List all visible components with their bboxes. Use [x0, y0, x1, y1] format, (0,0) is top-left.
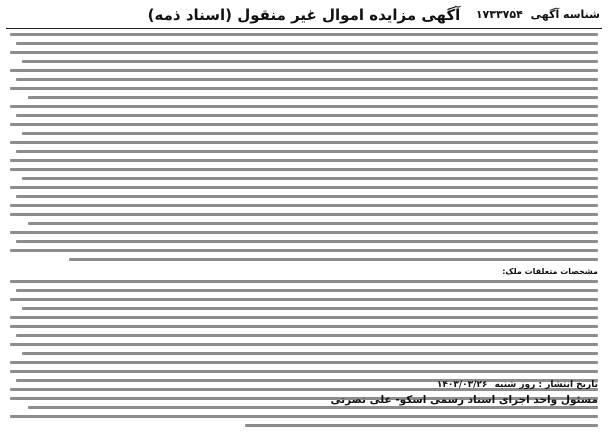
text-line — [22, 60, 598, 63]
notice-title: آگهی مزایده اموال غیر منقول (اسناد ذمه) — [147, 6, 461, 24]
text-line — [16, 289, 598, 292]
text-line — [16, 78, 598, 81]
text-line — [28, 96, 598, 99]
text-line — [10, 298, 598, 301]
text-line — [10, 231, 598, 234]
text-line — [16, 42, 598, 45]
publication-date-value: ۱۴۰۳/۰۳/۲۶ — [436, 380, 488, 390]
text-line — [10, 213, 598, 216]
text-line — [22, 177, 598, 180]
header-divider — [6, 28, 602, 29]
text-line — [10, 105, 598, 108]
text-line — [16, 334, 598, 337]
text-line — [10, 204, 598, 207]
text-line — [10, 280, 598, 283]
notice-id-value: ۱۷۳۳۷۵۴ — [475, 8, 523, 21]
text-line — [22, 132, 598, 135]
publication-date — [10, 379, 598, 392]
text-line — [10, 168, 598, 171]
responsible-officer: مسئول واحد اجرای اسناد رسمی اسکو- علی نصرتی — [330, 394, 598, 406]
notice-header — [8, 4, 600, 26]
text-line — [10, 159, 598, 162]
text-line — [10, 123, 598, 126]
text-line — [10, 69, 598, 72]
text-line — [16, 240, 598, 243]
features-heading: مشخصات متعلقات ملک: — [502, 267, 598, 276]
text-line — [245, 424, 598, 427]
text-line — [22, 307, 598, 310]
text-line — [10, 33, 598, 36]
text-line — [10, 316, 598, 319]
text-line — [10, 370, 598, 373]
text-line — [69, 258, 598, 261]
text-line — [10, 141, 598, 144]
text-line — [10, 325, 598, 328]
text-line — [10, 361, 598, 364]
text-line — [10, 186, 598, 189]
notice-body — [10, 33, 598, 433]
text-line — [28, 222, 598, 225]
publication-date-label: تاریخ انتشار : روز شنبه — [494, 380, 598, 390]
text-line — [16, 195, 598, 198]
text-line — [10, 415, 598, 418]
notice-footer — [10, 379, 598, 408]
text-line — [22, 352, 598, 355]
text-line — [16, 150, 598, 153]
notice-id-label: شناسه آگهی — [530, 8, 600, 21]
text-line — [10, 343, 598, 346]
text-line — [10, 51, 598, 54]
text-line — [16, 114, 598, 117]
text-line — [10, 249, 598, 252]
text-line — [10, 87, 598, 90]
